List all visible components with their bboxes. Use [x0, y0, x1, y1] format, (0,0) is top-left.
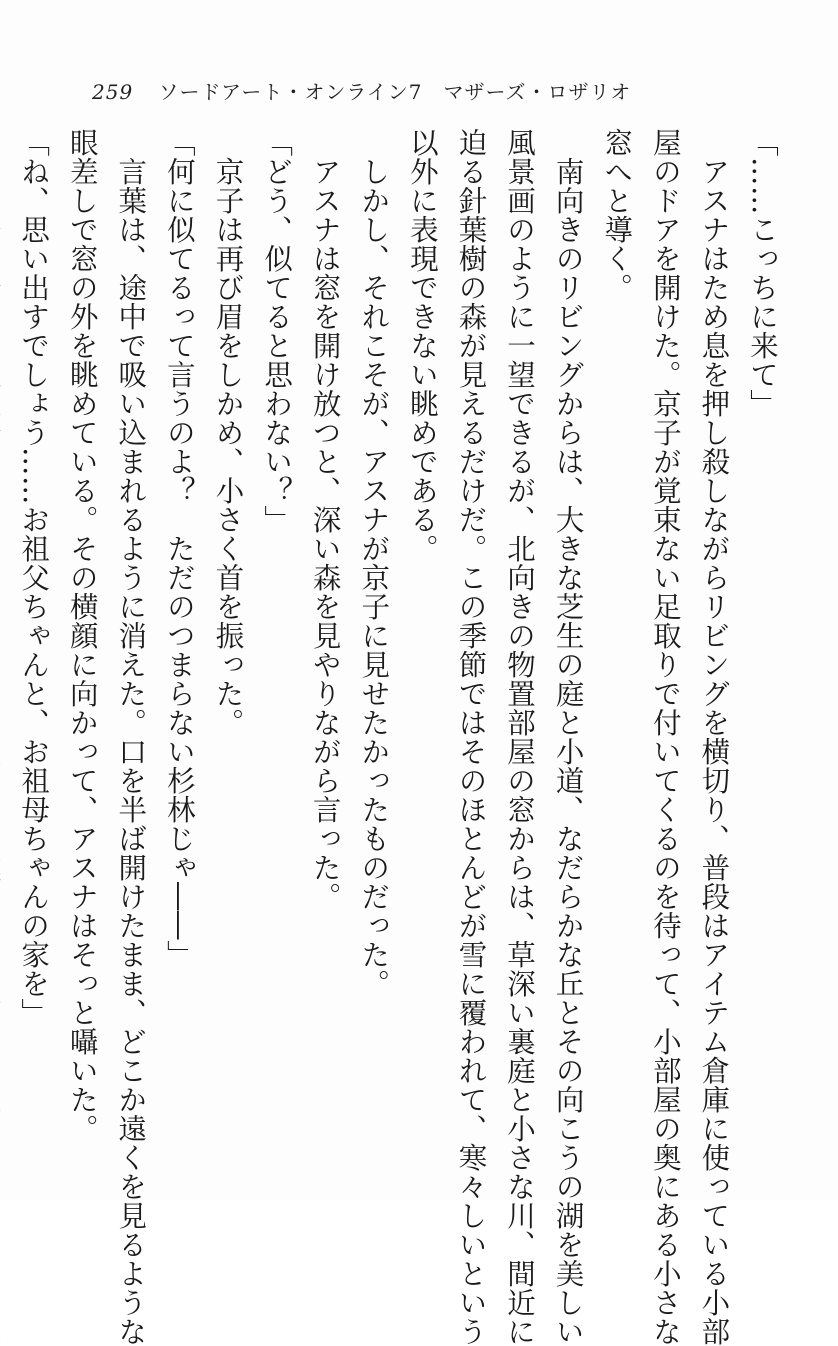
text-line: 風景画のように一望できるが、北向きの物置部屋の窓からは、草深い裏庭と小さな川、間近に: [503, 128, 537, 1346]
text-line: 京子は再び眉をしかめ、小さく首を振った。: [211, 156, 245, 737]
book-title: ソードアート・オンライン7 マザーズ・ロザリオ: [158, 80, 632, 104]
text-line: 南向きのリビングからは、大きな芝生の庭と小道、なだらかな丘とその向こうの湖を美しい: [551, 156, 585, 1346]
text-line: 「どう、似てると思わない？」: [260, 128, 294, 534]
text-line: 窓へと導く。: [600, 128, 634, 302]
text-line: 眼差しで窓の外を眺めている。その横顔に向かって、アスナはそっと囁いた。: [65, 128, 99, 1143]
text-line: 迫る針葉樹の森が見えるだけだ。この季節ではそのほとんどが雪に覆われて、寒々しいという: [454, 128, 488, 1346]
body-text: [17, 128, 786, 1346]
running-header: [92, 76, 631, 105]
page-number: 259: [92, 80, 134, 104]
text-line: しかし、それこそが、アスナが京子に見せたかったものだった。: [357, 156, 391, 998]
text-line: 「ね、思い出すでしょう……お祖父ちゃんと、お祖母ちゃんの家を」: [17, 128, 51, 1027]
text-line: 屋のドアを開けた。京子が覚束ない足取りで付いてくるのを待って、小部屋の奥にある小さな: [648, 128, 682, 1346]
text-line: 「何に似てるって言うのよ？ ただのつまらない杉林じゃ――」: [162, 128, 196, 969]
text-line: 「……こっちに来て」: [746, 128, 779, 418]
text-line: アスナはため息を押し殺しながらリビングを横切り、普段はアイテム倉庫に使っている小部: [697, 156, 731, 1346]
text-line: 以外に表現できない眺めである。: [405, 128, 439, 563]
text-line: アスナは窓を開け放つと、深い森を見やりながら言った。: [308, 156, 342, 911]
text-line: [0, 128, 9, 1168]
text-line: 言葉は、途中で吸い込まれるように消えた。口を半ば開けたまま、どこか遠くを見るような: [114, 156, 148, 1346]
